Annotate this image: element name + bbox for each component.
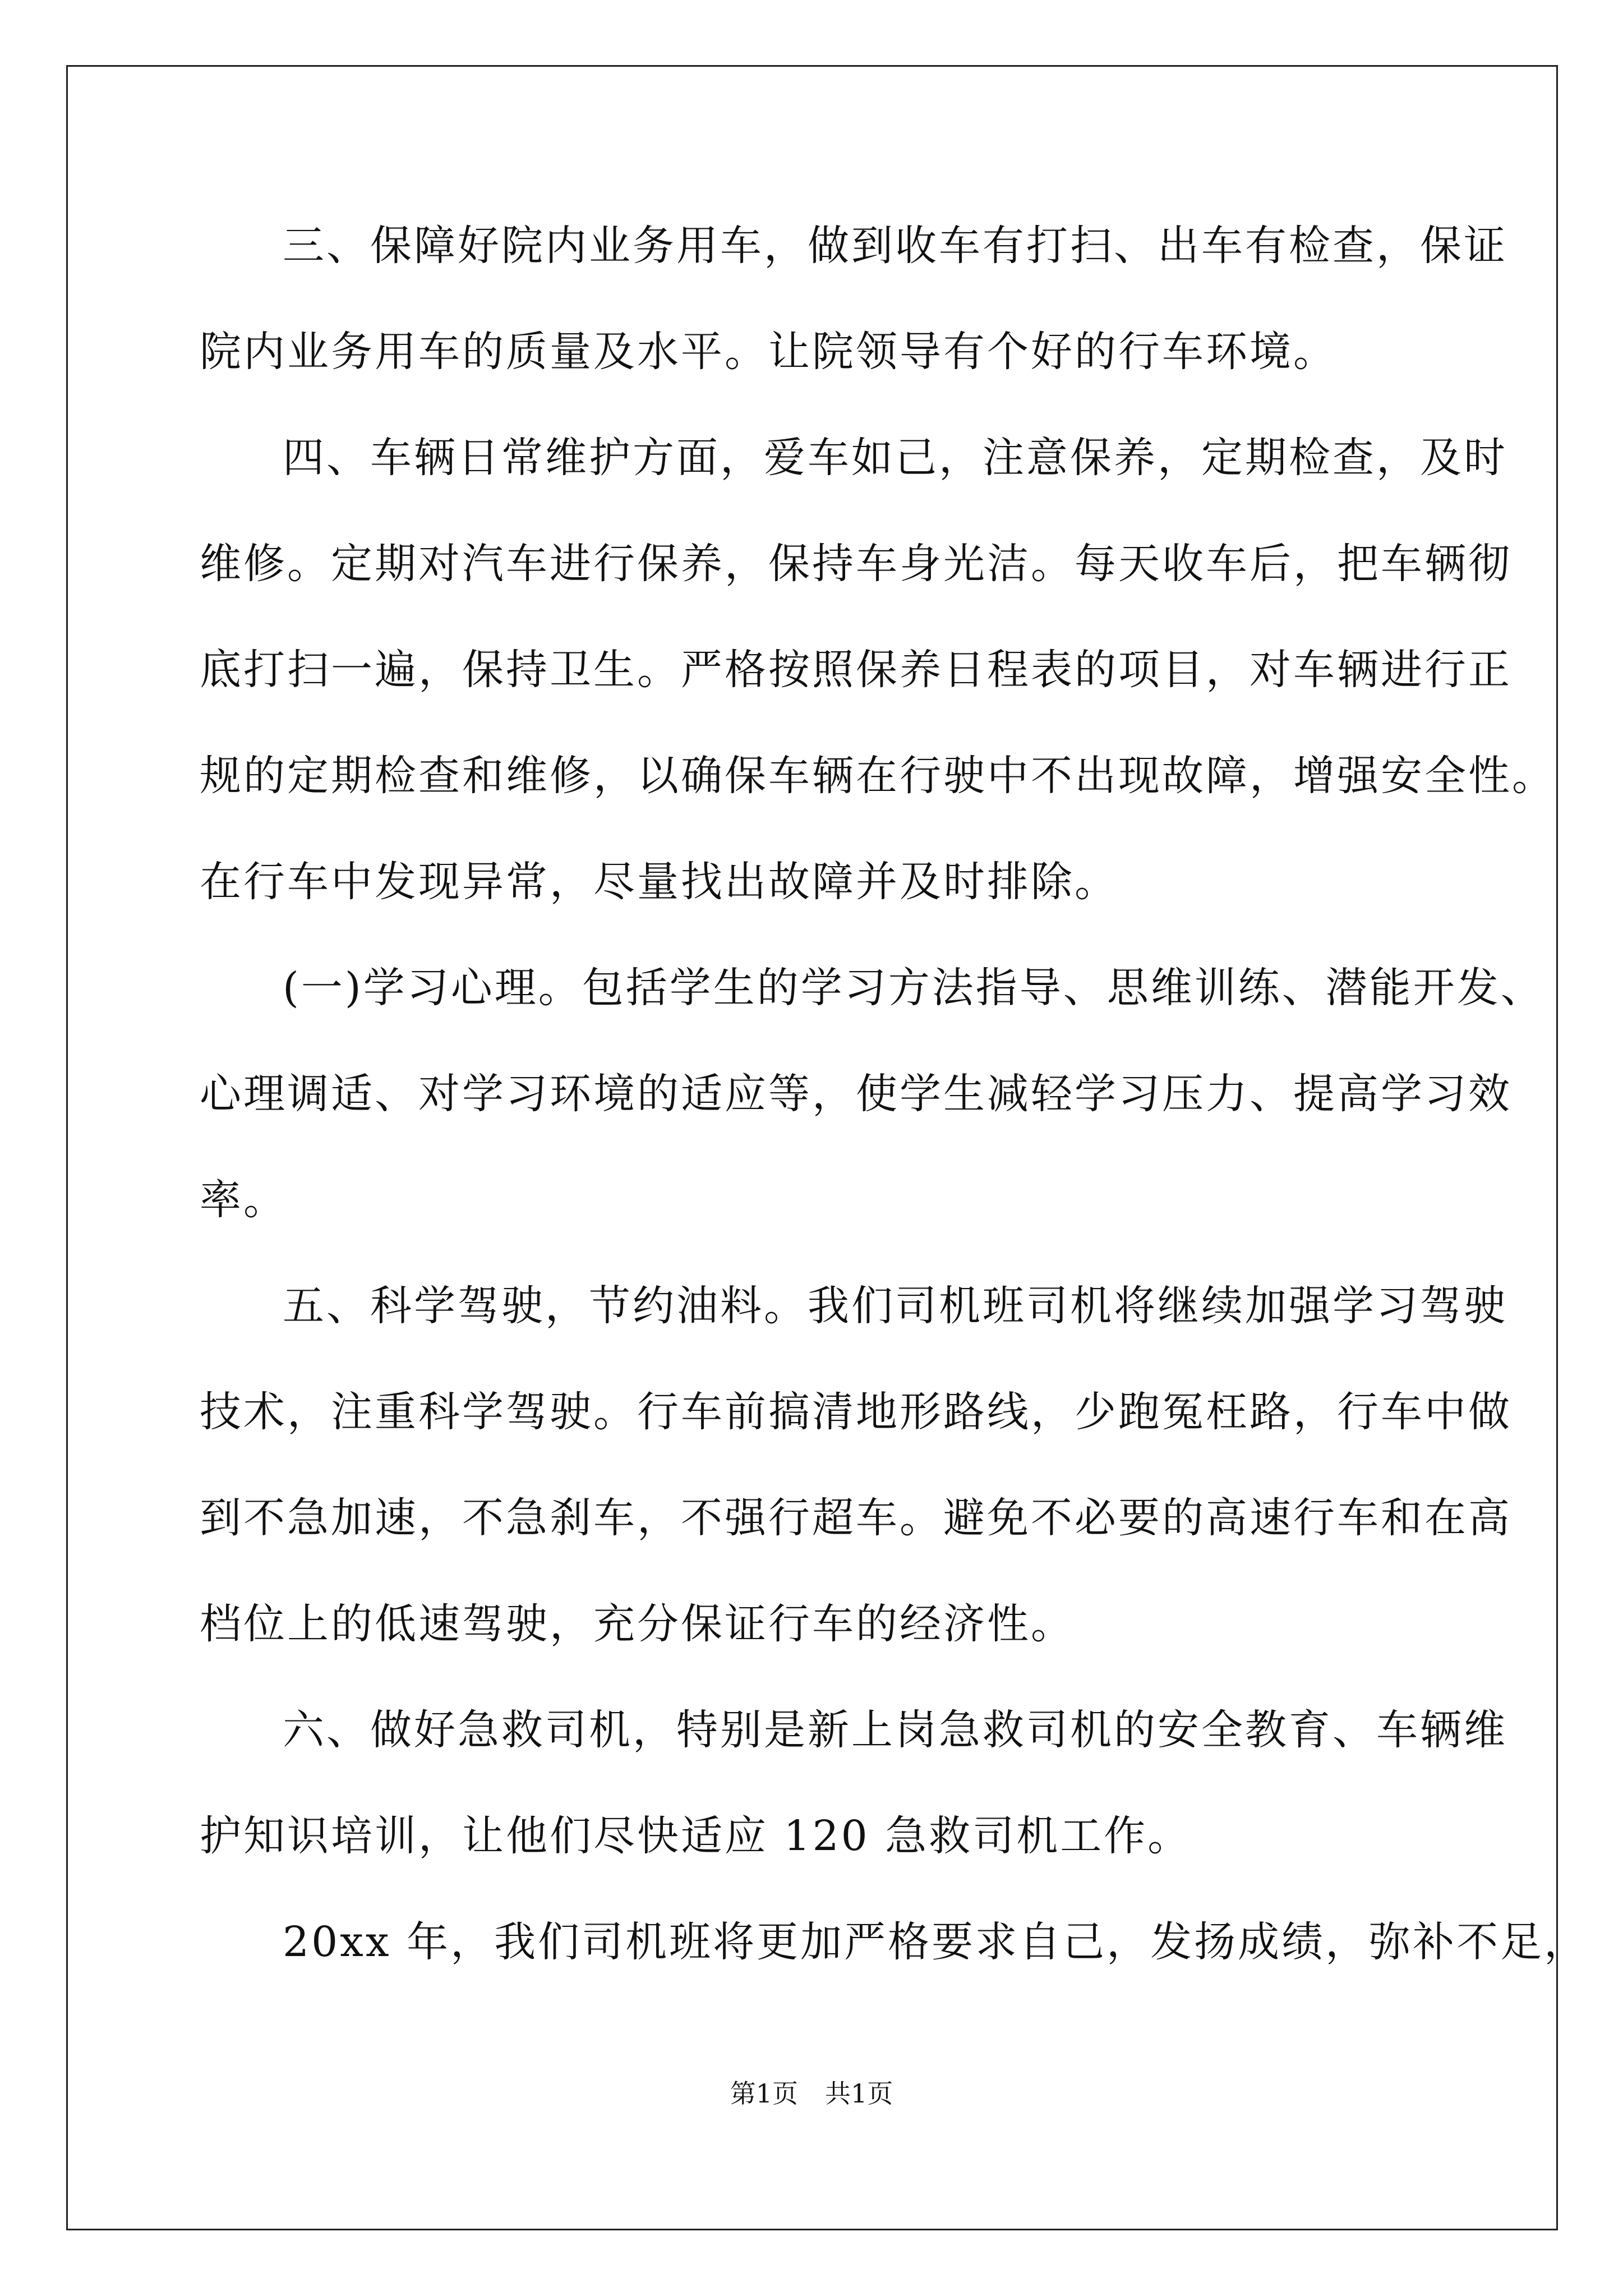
paragraph-line: 率。 bbox=[200, 1176, 287, 1224]
paragraph-line: 五、科学驾驶，节约油料。我们司机班司机将继续加强学习驾驶 bbox=[283, 1282, 1507, 1330]
paragraph-line: 在行车中发现异常，尽量找出故障并及时排除。 bbox=[200, 858, 1118, 906]
page-total: 共1页 bbox=[825, 2078, 893, 2109]
paragraph-line: 规的定期检查和维修，以确保车辆在行驶中不出现故障，增强安全性。 bbox=[200, 752, 1556, 800]
paragraph-line: 维修。定期对汽车进行保养，保持车身光洁。每天收车后，把车辆彻 bbox=[200, 540, 1512, 588]
paragraph-line: 三、保障好院内业务用车，做到收车有打扫、出车有检查，保证 bbox=[283, 222, 1507, 270]
paragraph-line: 心理调适、对学习环境的适应等，使学生减轻学习压力、提高学习效 bbox=[200, 1070, 1512, 1118]
paragraph-line: 技术，注重科学驾驶。行车前搞清地形路线，少跑冤枉路，行车中做 bbox=[200, 1388, 1512, 1436]
paragraph-line: 六、做好急救司机，特别是新上岗急救司机的安全教育、车辆维 bbox=[283, 1706, 1507, 1754]
paragraph-line: 四、车辆日常维护方面，爱车如己，注意保养，定期检查，及时 bbox=[283, 434, 1507, 482]
paragraph-line: 档位上的低速驾驶，充分保证行车的经济性。 bbox=[200, 1600, 1075, 1648]
paragraph-line: (一)学习心理。包括学生的学习方法指导、思维训练、潜能开发、 bbox=[283, 964, 1544, 1012]
page-border bbox=[66, 65, 1558, 2230]
paragraph-line: 到不急加速，不急刹车，不强行超车。避免不必要的高速行车和在高 bbox=[200, 1494, 1512, 1542]
paragraph-line: 护知识培训，让他们尽快适应 120 急救司机工作。 bbox=[200, 1812, 1192, 1860]
paragraph-line: 底打扫一遍，保持卫生。严格按照保养日程表的项目，对车辆进行正 bbox=[200, 646, 1512, 694]
paragraph-line: 院内业务用车的质量及水平。让院领导有个好的行车环境。 bbox=[200, 328, 1337, 376]
page-number: 第1页 bbox=[730, 2078, 798, 2109]
paragraph-line: 20xx 年，我们司机班将更加严格要求自己，发扬成绩，弥补不足， bbox=[283, 1918, 1588, 1966]
page-footer bbox=[0, 2077, 1623, 2110]
